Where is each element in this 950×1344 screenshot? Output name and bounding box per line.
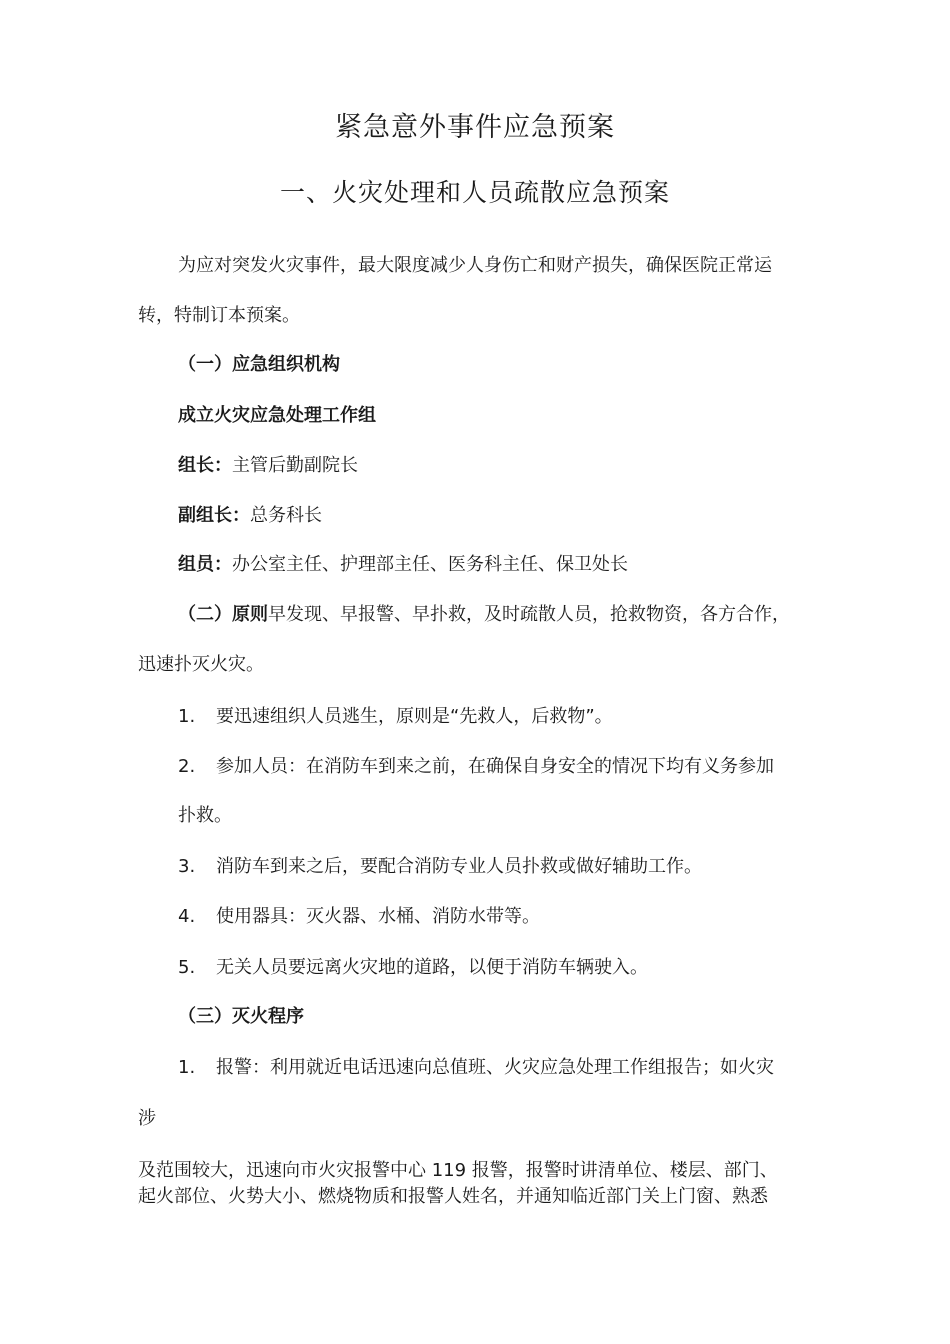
- document-title: 紧急意外事件应急预案: [335, 112, 615, 143]
- principle-number: 3.: [178, 856, 196, 877]
- section-2-row: [178, 602, 790, 628]
- section-1-heading: （一）应急组织机构: [178, 354, 340, 375]
- document-subtitle: 一、火灾处理和人员疏散应急预案: [279, 178, 670, 207]
- principle-number: 1.: [178, 706, 196, 727]
- procedure-text-cont-2: 及范围较大，迅速向市火灾报警中心 119 报警，报警时讲清单位、楼层、部门、: [138, 1160, 778, 1181]
- intro-line-1: 为应对突发火灾事件，最大限度减少人身伤亡和财产损失，确保医院正常运: [178, 255, 772, 276]
- procedure-item: [178, 1055, 774, 1081]
- members-value: 办公室主任、护理部主任、医务科主任、保卫处长: [232, 554, 628, 575]
- principle-text: 无关人员要远离火灾地的道路，以便于消防车辆驶入。: [216, 957, 648, 978]
- procedure-text: 报警：利用就近电话迅速向总值班、火灾应急处理工作组报告；如火灾: [216, 1057, 774, 1078]
- principle-item: [178, 955, 648, 981]
- principle-number: 4.: [178, 906, 196, 927]
- leader-value: 主管后勤副院长: [232, 455, 358, 476]
- principle-item: [178, 754, 774, 780]
- group-heading: 成立火灾应急处理工作组: [178, 405, 376, 426]
- procedure-text-cont-3: 起火部位、火势大小、燃烧物质和报警人姓名，并通知临近部门关上门窗、熟悉: [138, 1186, 768, 1207]
- members-label: 组员：: [178, 554, 232, 575]
- members-row: [178, 552, 628, 578]
- intro-line-2: 转，特制订本预案。: [138, 305, 300, 326]
- procedure-text-cont-1: 涉: [138, 1108, 156, 1129]
- principle-item: [178, 704, 613, 730]
- deputy-row: [178, 503, 322, 529]
- leader-label: 组长：: [178, 455, 232, 476]
- principle-text: 使用器具：灭火器、水桶、消防水带等。: [216, 906, 540, 927]
- principle-number: 5.: [178, 957, 196, 978]
- principle-item: [178, 854, 702, 880]
- procedure-number: 1.: [178, 1057, 196, 1078]
- section-2-text-cont: 迅速扑灭火灾。: [138, 654, 264, 675]
- principle-item: [178, 904, 540, 930]
- principle-text: 要迅速组织人员逃生，原则是“先救人，后救物”。: [216, 706, 613, 727]
- principle-text: 消防车到来之后，要配合消防专业人员扑救或做好辅助工作。: [216, 856, 702, 877]
- section-3-heading: （三）灭火程序: [178, 1006, 304, 1027]
- section-2-text: 早发现、早报警、早扑救，及时疏散人员，抢救物资，各方合作，: [268, 604, 790, 625]
- leader-row: [178, 453, 358, 479]
- principle-text: 参加人员：在消防车到来之前，在确保自身安全的情况下均有义务参加: [216, 756, 774, 777]
- section-2-heading: （二）原则: [178, 604, 268, 625]
- principle-number: 2.: [178, 756, 196, 777]
- deputy-label: 副组长：: [178, 505, 250, 526]
- deputy-value: 总务科长: [250, 505, 322, 526]
- principle-text-cont: 扑救。: [178, 805, 232, 826]
